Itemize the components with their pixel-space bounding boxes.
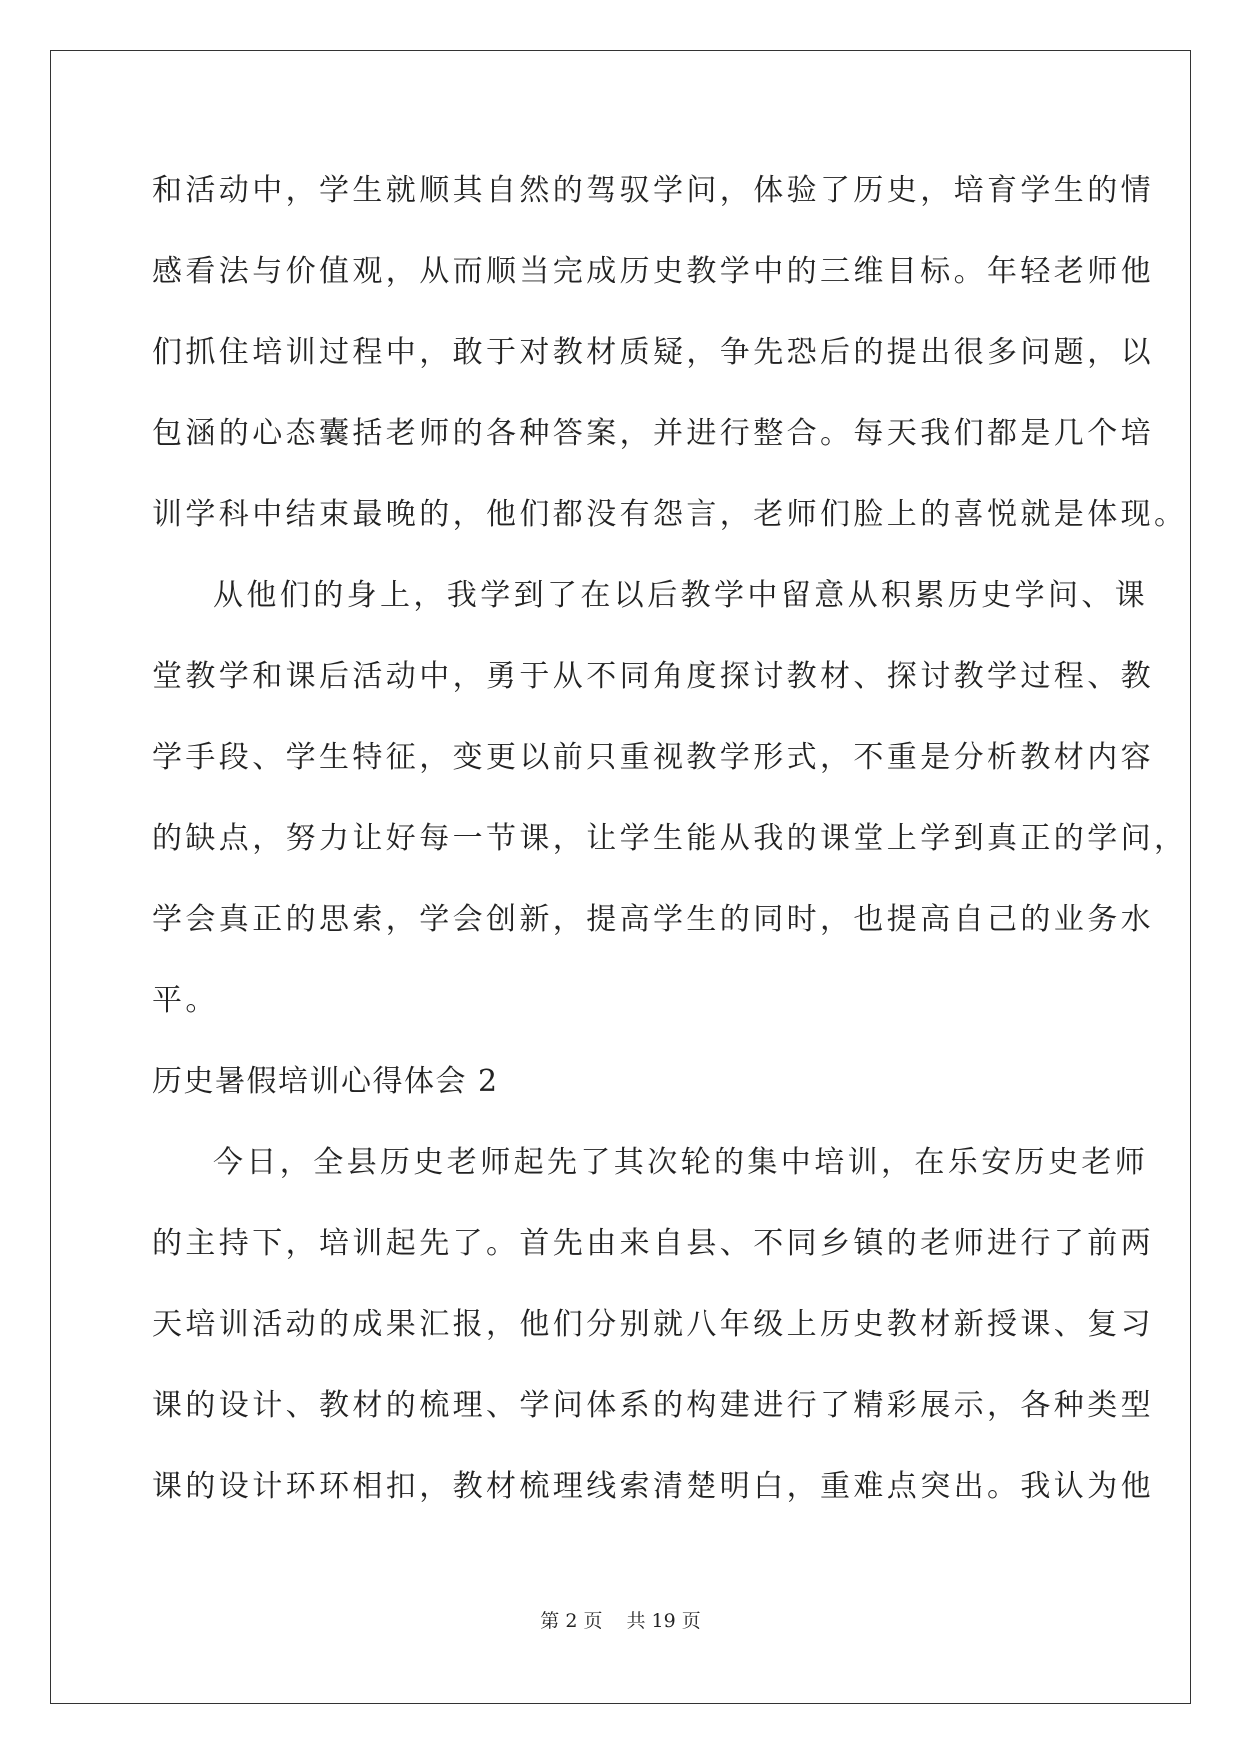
text-line: 和活动中，学生就顺其自然的驾驭学问，体验了历史，培育学生的情 <box>152 173 1154 208</box>
text-line: 课的设计环环相扣，教材梳理线索清楚明白，重难点突出。我认为他 <box>152 1469 1154 1504</box>
text-line: 们抓住培训过程中，敢于对教材质疑，争先恐后的提出很多问题，以 <box>152 335 1154 370</box>
total-pages-label: 共 19 页 <box>626 1610 701 1632</box>
section-heading: 历史暑假培训心得体会 2 <box>152 1064 499 1099</box>
text-line: 课的设计、教材的梳理、学问体系的构建进行了精彩展示，各种类型 <box>152 1388 1154 1423</box>
text-line: 今日，全县历史老师起先了其次轮的集中培训，在乐安历史老师 <box>213 1145 1149 1180</box>
text-line: 学会真正的思索，学会创新，提高学生的同时，也提高自己的业务水 <box>152 902 1154 937</box>
text-line: 训学科中结束最晚的，他们都没有怨言，老师们脸上的喜悦就是体现。 <box>152 497 1188 532</box>
page-footer <box>0 1606 1241 1633</box>
text-line: 的缺点，努力让好每一节课，让学生能从我的课堂上学到真正的学问， <box>152 821 1188 856</box>
text-line: 包涵的心态囊括老师的各种答案，并进行整合。每天我们都是几个培 <box>152 416 1154 451</box>
text-line: 堂教学和课后活动中，勇于从不同角度探讨教材、探讨教学过程、教 <box>152 659 1154 694</box>
paragraph-3 <box>152 1122 1154 1527</box>
text-line: 感看法与价值观，从而顺当完成历史教学中的三维目标。年轻老师他 <box>152 254 1154 289</box>
current-page-label: 第 2 页 <box>540 1610 603 1632</box>
document-body <box>152 150 1188 1527</box>
paragraph-2 <box>152 555 1188 1041</box>
text-line: 天培训活动的成果汇报，他们分别就八年级上历史教材新授课、复习 <box>152 1307 1154 1342</box>
text-line: 从他们的身上，我学到了在以后教学中留意从积累历史学问、课 <box>213 578 1149 613</box>
paragraph-1 <box>152 150 1188 555</box>
text-line: 平。 <box>152 983 219 1018</box>
text-line: 的主持下，培训起先了。首先由来自县、不同乡镇的老师进行了前两 <box>152 1226 1154 1261</box>
text-line: 学手段、学生特征，变更以前只重视教学形式，不重是分析教材内容 <box>152 740 1154 775</box>
